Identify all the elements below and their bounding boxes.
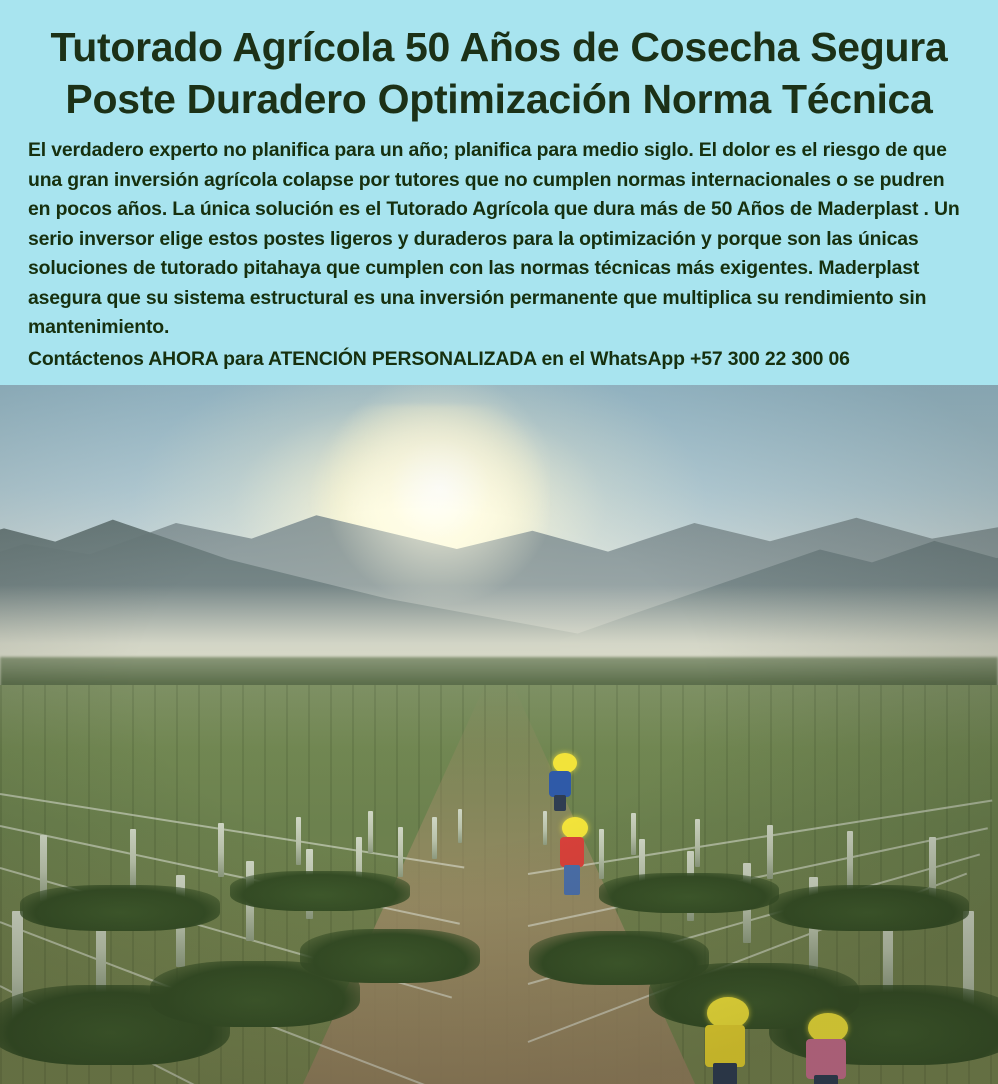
worker-torso: [705, 1025, 745, 1067]
trellis-post: [631, 813, 636, 855]
crop-foliage: [529, 931, 709, 985]
worker-legs: [814, 1075, 838, 1084]
whatsapp-cta: Contáctenos AHORA para ATENCIÓN PERSONALIZADA en el WhatsApp +57 300 22 300 06: [28, 347, 850, 370]
trellis-post: [398, 827, 403, 877]
crop-foliage: [599, 873, 779, 913]
page-title-line-2: Poste Duradero Optimización Norma Técnica: [65, 76, 933, 122]
crop-foliage: [20, 885, 220, 931]
worker-legs: [554, 795, 566, 811]
body-copy: [28, 136, 970, 343]
worker-foreground-right: [800, 1013, 856, 1084]
worker-center-front: [556, 817, 594, 897]
yellow-hat-icon: [562, 817, 588, 839]
worker-torso: [806, 1039, 846, 1079]
trellis-post: [296, 817, 301, 865]
trellis-post: [767, 825, 773, 879]
body-paragraph: El verdadero experto no planifica para un año; planifica para medio siglo. El dolor es el riesgo de que una gran inversión agrícola colapse por tutores que no cumplen normas internacionales o se pudren en pocos años. La única solución es el Tutorado Agrícola que dura más de 50 Años de Maderplast . Un serio inversor elige estos postes ligeros y duraderos para la optimización y porque son las únicas soluciones de tutorado pitahaya que cumplen con las normas técnicas más exigentes. Maderplast asegura que su sistema estructural es una inversión permanente que multiplica su rendimiento sin mantenimiento.: [28, 139, 960, 338]
trellis-post: [599, 829, 604, 879]
crop-foliage: [769, 885, 969, 931]
worker-legs: [713, 1063, 737, 1084]
trellis-rows-left: [0, 685, 499, 1084]
worker-foreground-left: [697, 997, 753, 1084]
trellis-post: [218, 823, 224, 877]
trellis-post: [432, 817, 437, 859]
trellis-post: [847, 831, 853, 891]
trellis-post: [368, 811, 373, 853]
crop-foliage: [300, 929, 480, 983]
trellis-post: [130, 829, 136, 889]
field-photograph: [0, 385, 998, 1084]
trellis-post: [695, 819, 700, 867]
trellis-wire: [528, 799, 993, 874]
yellow-hat-icon: [553, 753, 577, 773]
worker-center-back: [545, 753, 579, 813]
page-title-line-1: Tutorado Agrícola 50 Años de Cosecha Segura: [50, 24, 948, 70]
worker-legs: [564, 865, 580, 895]
trellis-wire: [0, 793, 464, 868]
header-block: [0, 0, 998, 385]
trellis-post: [458, 809, 462, 843]
crop-foliage: [230, 871, 410, 911]
worker-torso: [549, 771, 571, 797]
trellis-post: [543, 811, 547, 845]
worker-torso: [560, 837, 584, 867]
